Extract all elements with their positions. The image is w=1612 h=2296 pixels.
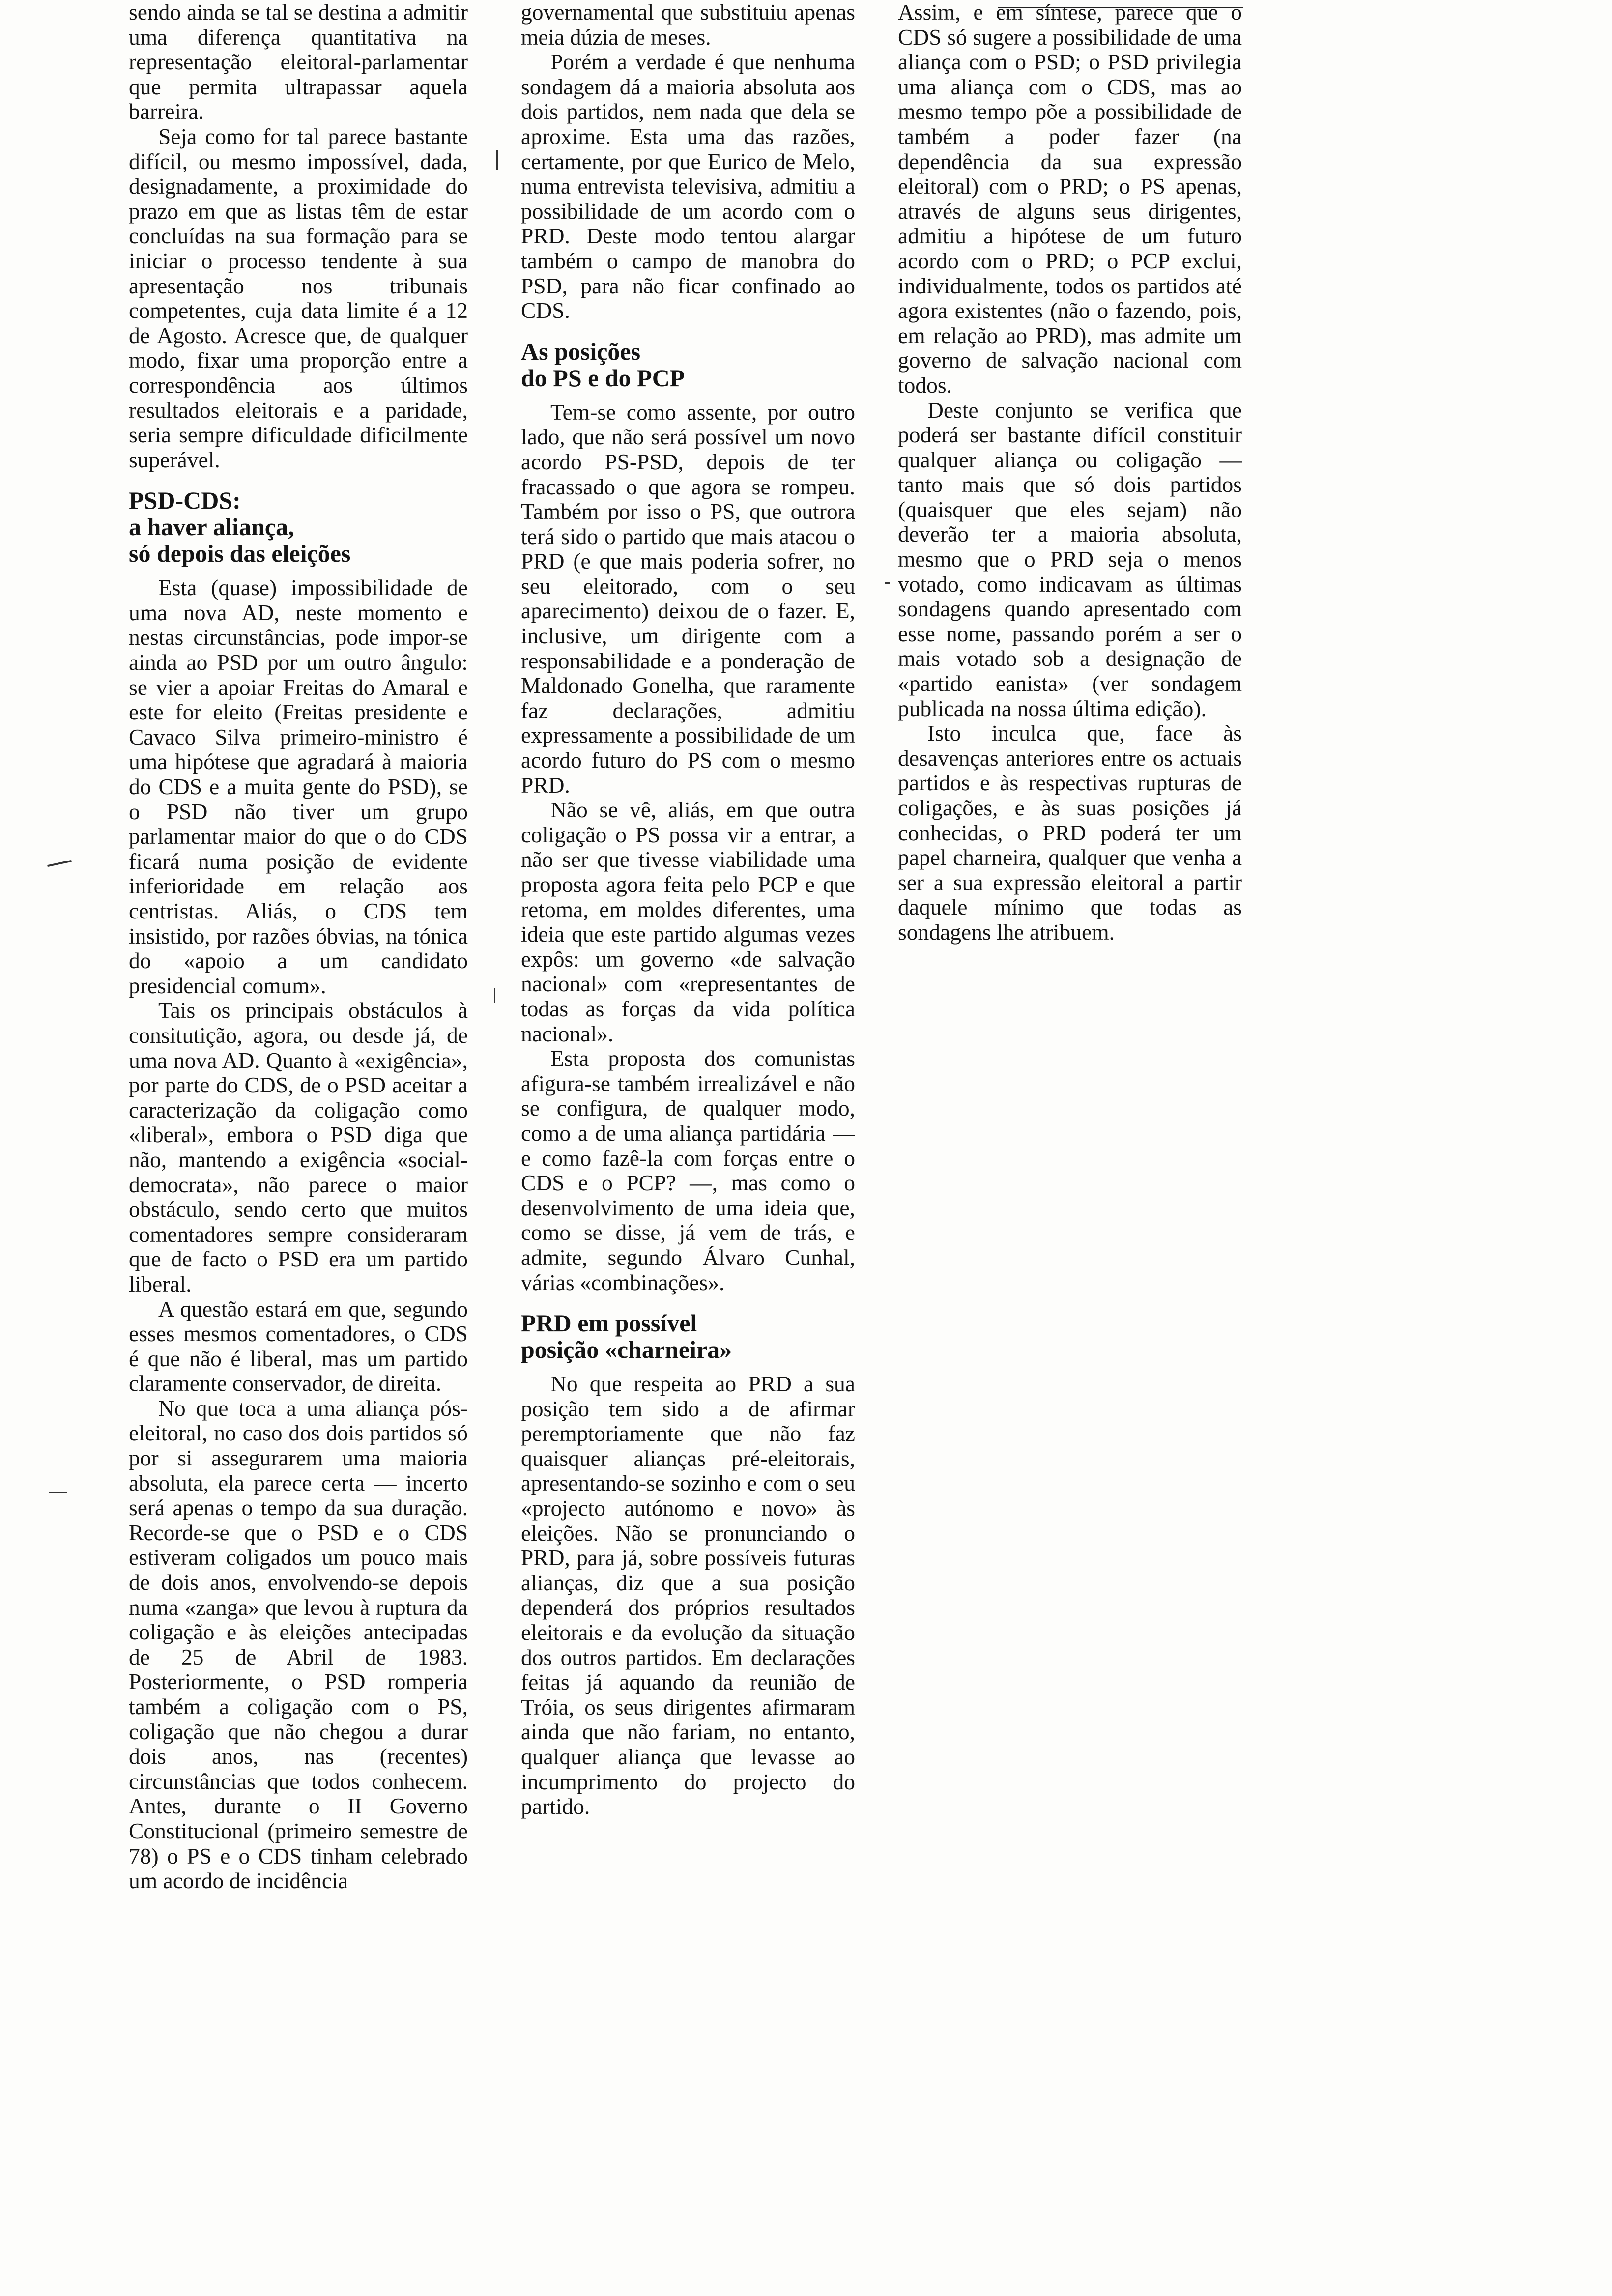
article-paragraph: Esta (quase) impossibilidade de uma nova AD, neste momento e nestas circunstâncias, pode impor-se ainda ao PSD por um outro ângulo: se vier a apoiar Freitas do Amaral e este for eleito (Freitas presidente e Cavaco Silva primeiro-ministro é uma hipótese que agradará à maioria do CDS e a muita gente do PSD), se o PSD não tiver um grupo parlamentar maior do que o do CDS ficará numa posição de evidente inferioridade em relação aos centristas. Aliás, o CDS tem insistido, por razões óbvias, na tónica do «apoio a um candidato presidencial comum».: [129, 575, 468, 998]
article-paragraph: Seja como for tal parece bastante difícil, ou mesmo impossível, dada, designadamente, a proximidade do prazo em que as listas têm de estar concluídas na sua formação para se iniciar o processo tendente à sua apresentação nos tribunais competentes, cuja data limite é a 12 de Agosto. Acresce que, de qualquer modo, fixar uma proporção entre a correspondência aos últimos resultados eleitorais e a paridade, seria sempre dificuldade dificilmente superável.: [129, 123, 468, 472]
article-paragraph: Deste conjunto se verifica que poderá ser bastante difícil constituir qualquer aliança ou coligação — tanto mais que só dois partidos (quaisquer que eles sejam) não deverão ter a maioria absoluta, mesmo que o PRD seja o menos votado, como indicavam as últimas sondagens quando apresentado com esse nome, passando porém a ser o mais votado sob a designação de «partido eanista» (ver sondagem publicada na nossa última edição).: [898, 397, 1242, 721]
section-heading-line: a haver aliança,: [129, 513, 294, 541]
text-column-3: [898, 0, 1242, 1194]
article-paragraph: Isto inculca que, face às desavenças anteriores entre os actuais partidos e às respectivas rupturas de coligações, e às suas posições já conhecidas, o PRD poderá ter um papel charneira, qualquer que venha a ser a sua expressão eleitoral a partir daquele mínimo que todas as sondagens lhe atribuem.: [898, 720, 1242, 945]
section-heading-line: do PS e do PCP: [521, 364, 685, 392]
section-heading: [521, 338, 855, 391]
article-paragraph: No que respeita ao PRD a sua posição tem sido a de afirmar peremptoriamente que não faz quaisquer alianças pré-eleitorais, apresentando-se sozinho e com o seu «projecto autónomo e novo» às eleições. Não se pronunciando o PRD, para já, sobre possíveis futuras alianças, diz que a sua posição dependerá dos próprios resultados eleitorais e da evolução da situação dos outros partidos. Em declarações feitas já aquando da reunião de Tróia, os seus dirigentes afirmaram ainda que não fariam, no entanto, qualquer aliança que levasse ao incumprimento do projecto do partido.: [521, 1371, 855, 1819]
article-paragraph: Não se vê, aliás, em que outra coligação o PS possa vir a entrar, a não ser que tivesse viabilidade uma proposta agora feita pelo PCP e que retoma, em moldes diferentes, uma ideia que este partido algumas vezes expôs: um governo «de salvação nacional» com «representantes de todas as forças da vida política nacional».: [521, 797, 855, 1046]
text-column-1: [129, 0, 468, 2275]
article-paragraph: Tem-se como assente, por outro lado, que não será possível um novo acordo PS-PSD, depois de ter fracassado o que agora se rompeu. Também por isso o PS, que outrora terá sido o partido que mais atacou o PRD (e que mais poderia sofrer, no seu eleitorado, com o seu aparecimento) deixou de o fazer. E, inclusive, um dirigente com a responsabilidade e a ponderação de Maldonado Gonelha, que raramente faz declarações, admitiu expressamente a possibilidade de um acordo futuro do PS com o mesmo PRD.: [521, 399, 855, 798]
section-heading-line: As posições: [521, 337, 641, 365]
section-heading-line: PRD em possível: [521, 1309, 697, 1337]
article-paragraph: A questão estará em que, segundo esses mesmos comentadores, o CDS é que não é liberal, mas um partido claramente conservador, de direita.: [129, 1296, 468, 1396]
section-heading: [521, 1310, 855, 1363]
article-paragraph: Assim, e em síntese, parece que o CDS só sugere a possibilidade de uma aliança com o PSD; o PSD privilegia uma aliança com o CDS, mas ao mesmo tempo põe a possibilidade de também a poder fazer (na dependência da sua expressão eleitoral) com o PRD; o PS apenas, através de alguns seus dirigentes, admitiu a hipótese de um futuro acordo com o PRD; o PCP exclui, individualmente, todos os partidos até agora existentes (não o fazendo, pois, em relação ao PRD), mas admite um governo de salvação nacional com todos.: [898, 0, 1242, 398]
article-paragraph: Esta proposta dos comunistas afigura-se também irrealizável e não se configura, de qualquer modo, como a de uma aliança partidária — e como fazê-la com forças entre o CDS e o PCP? —, mas como o desenvolvimento de uma ideia que, como se disse, já vem de trás, e admite, segundo Álvaro Cunhal, várias «combinações».: [521, 1046, 855, 1295]
article-paragraph: Porém a verdade é que nenhuma sondagem dá a maioria absoluta aos dois partidos, nem nada que dela se aproxime. Esta uma das razões, certamente, por que Eurico de Melo, numa entrevista televisiva, admitiu a possibilidade de um acordo com o PRD. Deste modo tentou alargar também o campo de manobra do PSD, para não ficar confinado ao CDS.: [521, 49, 855, 323]
article-paragraph: governamental que substituiu apenas meia dúzia de meses.: [521, 0, 855, 50]
text-column-2: [521, 0, 855, 2143]
article-paragraph: sendo ainda se tal se destina a admitir uma diferença quantitativa na representação eleitoral-parlamentar que permita ultrapassar aquela barreira.: [129, 0, 468, 124]
section-heading-line: PSD-CDS:: [129, 487, 241, 515]
section-heading-line: só depois das eleições: [129, 540, 351, 568]
article-paragraph: Tais os principais obstáculos à consitutição, agora, ou desde já, de uma nova AD. Quanto à «exigência», por parte do CDS, de o PSD aceitar a caracterização da coligação como «liberal», embora o PSD diga que não, mantendo a exigência «social-democrata», não parece o maior obstáculo, sendo certo que muitos comentadores sempre consideraram que de facto o PSD era um partido liberal.: [129, 998, 468, 1296]
article-paragraph: No que toca a uma aliança pós-eleitoral, no caso dos dois partidos só por si assegurarem uma maioria absoluta, ela parece certa — incerto será apenas o tempo da sua duração. Recorde-se que o PSD e o CDS estiveram coligados um pouco mais de dois anos, envolvendo-se depois numa «zanga» que levou à ruptura da coligação e às eleições antecipadas de 25 de Abril de 1983. Posteriormente, o PSD romperia também a coligação com o PS, coligação que não chegou a durar dois anos, nas (recentes) circunstâncias que todos conhecem. Antes, durante o II Governo Constitucional (primeiro semestre de 78) o PS e o CDS tinham celebrado um acordo de incidência: [129, 1395, 468, 1894]
section-heading-line: posição «charneira»: [521, 1336, 732, 1364]
section-heading: [129, 487, 468, 567]
